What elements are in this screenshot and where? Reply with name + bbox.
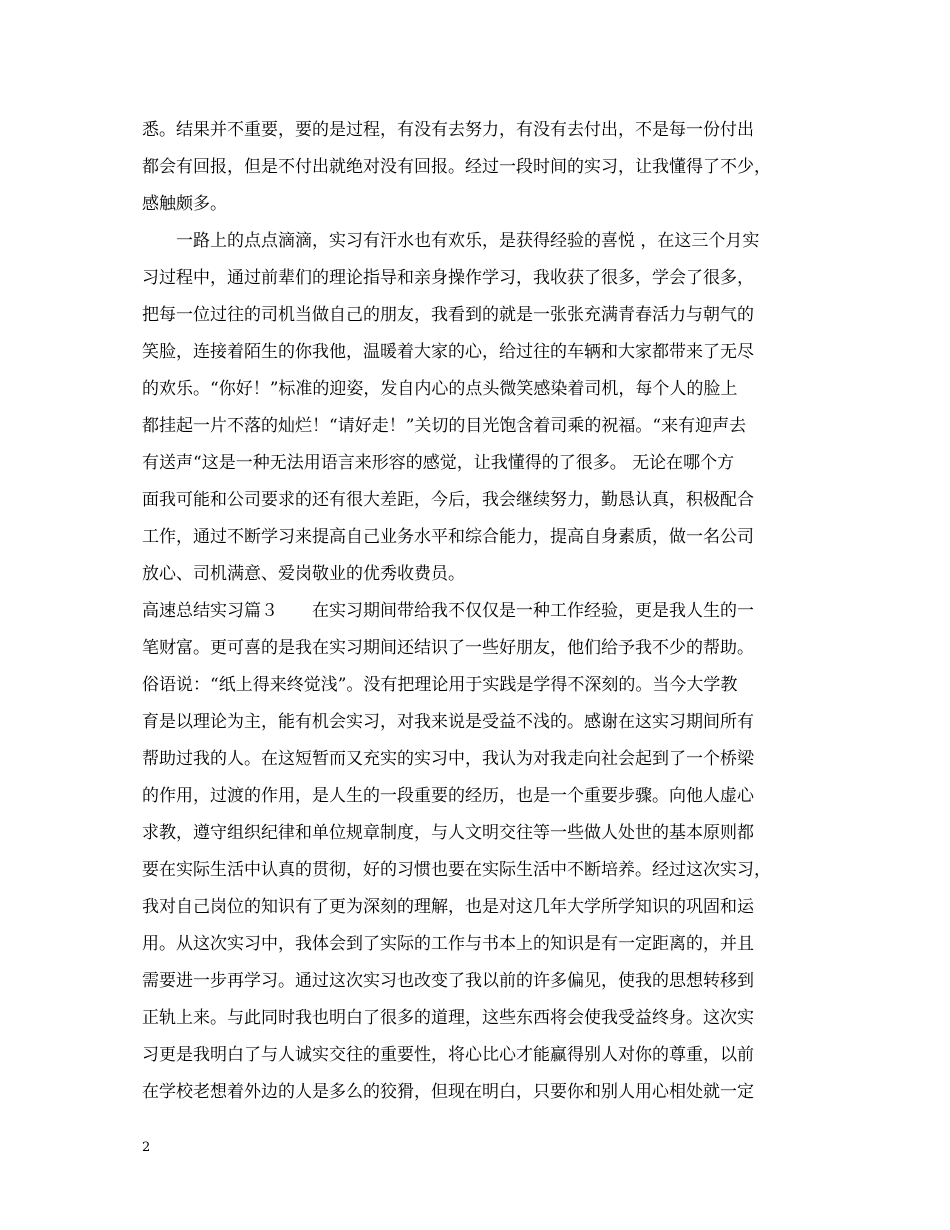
text-line: 我对自己岗位的知识有了更为深刻的理解，也是对这几年大学所学知识的巩固和运 (142, 897, 754, 917)
text-line: 的作用，过渡的作用，是人生的一段重要的经历，也是一个重要步骤。向他人虚心 (142, 786, 754, 806)
text-line: 要在实际生活中认真的贯彻，好的习惯也要在实际生活中不断培养。经过这次实习， (142, 860, 771, 880)
text-line: 帮助过我的人。在这短暂而又充实的实习中，我认为对我走向社会起到了一个桥梁 (142, 749, 754, 769)
text-line: 用。从这次实习中，我体会到了实际的工作与书本上的知识是有一定距离的，并且 (142, 934, 754, 954)
text-line: 放心、司机满意、爱岗敬业的优秀收费员。 (142, 564, 465, 584)
text-line: 在学校老想着外边的人是多么的狡猾，但现在明白，只要你和别人用心相处就一定 (142, 1082, 754, 1102)
text-line: 正轨上来。与此同时我也明白了很多的道理，这些东西将会使我受益终身。这次实 (142, 1008, 754, 1028)
section-heading-line: 高速总结实习篇３ 在实习期间带给我不仅仅是一种工作经验，更是我人生的一 (142, 601, 754, 621)
text-line: 育是以理论为主，能有机会实习，对我来说是受益不浅的。感谢在这实习期间所有 (142, 712, 754, 732)
text-line: 习过程中，通过前辈们的理论指导和亲身操作学习，我收获了很多，学会了很多， (142, 268, 754, 288)
text-line: 笑脸，连接着陌生的你我他，温暖着大家的心，给过往的车辆和大家都带来了无尽 (142, 342, 754, 362)
text-line: 有送声“这是一种无法用语言来形容的感觉，让我懂得的了很多。 无论在哪个方 (142, 453, 735, 473)
text-line: 习更是我明白了与人诚实交往的重要性，将心比心才能赢得别人对你的尊重，以前 (142, 1045, 754, 1065)
text-line: 笔财富。更可喜的是我在实习期间还结识了一些好朋友，他们给予我不少的帮助。 (142, 638, 754, 658)
text-line: 感触颇多。 (142, 194, 227, 214)
paragraph-first-line: 一路上的点点滴滴，实习有汗水也有欢乐，是获得经验的喜悦 ，在这三个月实 (142, 231, 760, 251)
page-number: 2 (142, 1140, 151, 1155)
text-line: 都挂起一片不落的灿烂！“请好走！”关切的目光饱含着司乘的祝福。“来有迎声去 (142, 416, 747, 436)
text-line: 的欢乐。“你好！”标准的迎姿，发自内心的点头微笑感染着司机，每个人的脸上 (142, 379, 738, 399)
text-line: 求教，遵守组织纪律和单位规章制度，与人文明交往等一些做人处世的基本原则都 (142, 823, 754, 843)
text-line: 需要进一步再学习。通过这次实习也改变了我以前的许多偏见，使我的思想转移到 (142, 971, 754, 991)
text-line: 悉。结果并不重要，要的是过程，有没有去努力，有没有去付出，不是每一份付出 (142, 120, 754, 140)
text-line: 把每一位过往的司机当做自己的朋友，我看到的就是一张张充满青春活力与朝气的 (142, 305, 754, 325)
text-line: 都会有回报，但是不付出就绝对没有回报。经过一段时间的实习，让我懂得了不少， (142, 157, 771, 177)
text-line: 俗语说：“纸上得来终觉浅”。没有把理论用于实践是学得不深刻的。当今大学教 (142, 675, 738, 695)
text-line: 面我可能和公司要求的还有很大差距，今后，我会继续努力，勤恳认真，积极配合 (142, 490, 754, 510)
text-line: 工作，通过不断学习来提高自己业务水平和综合能力，提高自身素质，做一名公司 (142, 527, 754, 547)
